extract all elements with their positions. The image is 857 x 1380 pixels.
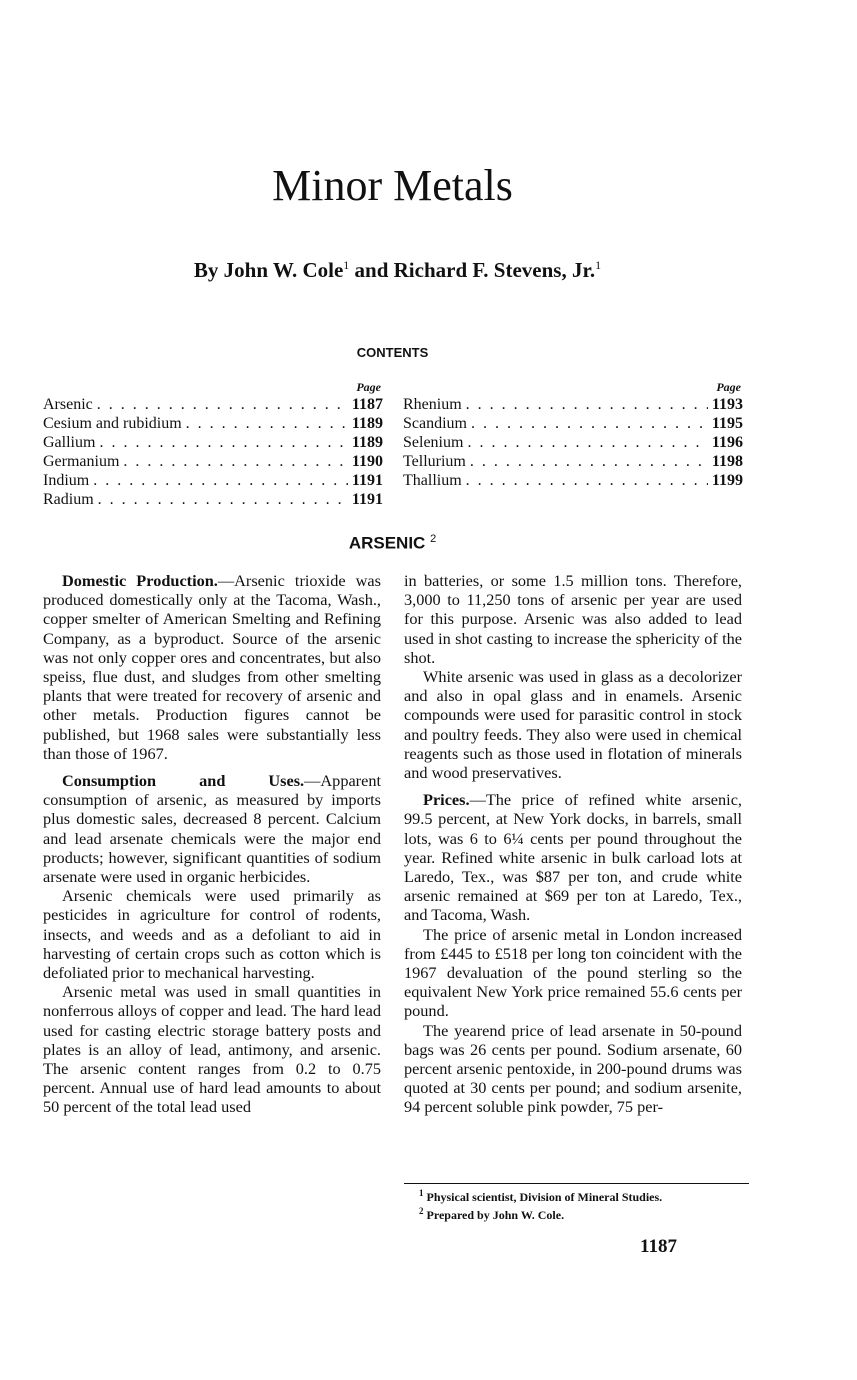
toc-entry-page: 1189 xyxy=(351,415,383,432)
paragraph-text: Arsenic chemicals were used primarily as pesticides in agriculture for control of rodents, insects, and weeds and as a defoliant to aid in harvesting of certain crops such as cotton which is defoliated prior to mechanical harvesting. xyxy=(43,886,381,983)
paragraph xyxy=(404,571,742,667)
toc-entry[interactable] xyxy=(43,433,383,452)
toc-left-column xyxy=(43,380,383,509)
toc-entry[interactable] xyxy=(403,433,743,452)
toc-leader xyxy=(99,433,347,452)
paragraph xyxy=(43,571,381,763)
toc-leader xyxy=(97,395,348,414)
paragraph xyxy=(43,771,381,886)
toc-leader xyxy=(98,490,348,509)
paragraph-text: —The price of refined white arsenic, 99.5 percent, at New York docks, in barrels, small lots, was 6 to 6¼ cents per pound throughout the year. Refined white arsenic in bulk carload lots at Laredo, Tex., was $87 per ton, and crude white arsenic remained at $69 per ton at Laredo, Tex., and Tacoma, Wash. xyxy=(404,790,742,925)
run-in-heading: Domestic Production. xyxy=(62,571,218,590)
toc-entry-page: 1195 xyxy=(711,415,743,432)
section-title: ARSENIC xyxy=(348,533,426,553)
toc-leader xyxy=(186,414,348,433)
toc-entry[interactable] xyxy=(43,395,383,414)
author-name: John W. Cole xyxy=(223,258,344,282)
run-in-heading: Consumption and Uses. xyxy=(62,771,305,791)
toc-entry-page: 1191 xyxy=(351,491,383,508)
toc-entry-name: Tellurium xyxy=(403,453,466,470)
footnote xyxy=(404,1204,749,1222)
body-left-column xyxy=(43,571,381,1117)
footnote-text: Prepared by John W. Cole. xyxy=(426,1208,565,1222)
toc-leader xyxy=(466,395,708,414)
toc-leader xyxy=(471,414,708,433)
toc-entry-name: Gallium xyxy=(43,434,96,451)
toc-entry-name: Scandium xyxy=(403,415,467,432)
paragraph xyxy=(404,667,742,782)
toc-entry[interactable] xyxy=(43,452,383,471)
byline xyxy=(0,258,795,283)
footnote xyxy=(404,1186,749,1204)
toc-page-label: Page xyxy=(356,380,381,394)
toc-entry[interactable] xyxy=(43,414,383,433)
toc-right-column xyxy=(403,380,743,490)
paragraph-text: Arsenic metal was used in small quantities in nonferrous alloys of copper and lead. The hard lead used for casting electric storage battery posts and plates is an alloy of lead, antimony, and arsenic. The arsenic content ranges from 0.2 to 0.75 percent. Annual use of hard lead amounts to about 50 percent of the total lead used xyxy=(43,982,381,1117)
toc-entry-name: Selenium xyxy=(403,434,464,451)
paragraph-text: White arsenic was used in glass as a decolorizer and also in opal glass and in enamels. Arsenic compounds were used for parasitic control in stock and poultry feeds. They also were used in chemical reagents such as those used in flotation of minerals and wood preservatives. xyxy=(404,667,742,783)
toc-entry-page: 1198 xyxy=(711,453,743,470)
toc-entry[interactable] xyxy=(43,471,383,490)
footnote-ref[interactable]: 2 xyxy=(430,533,437,545)
toc-entry-page: 1199 xyxy=(711,472,743,489)
run-in-heading: Prices. xyxy=(423,790,470,810)
paragraph-text: in batteries, or some 1.5 million tons. Therefore, 3,000 to 11,250 tons of arsenic per year are used for this purpose. Arsenic was also added to lead used in shot casting to increase the sphericity of the shot. xyxy=(404,571,742,667)
toc-entry[interactable] xyxy=(403,395,743,414)
toc-page-label: Page xyxy=(716,380,741,394)
footnote-ref[interactable]: 1 xyxy=(343,258,350,272)
toc-entry-name: Thallium xyxy=(403,472,462,489)
toc-entry-page: 1190 xyxy=(351,453,383,470)
toc-leader xyxy=(123,452,347,471)
byline-prefix: By xyxy=(193,258,224,282)
toc-entry-name: Indium xyxy=(43,472,90,489)
toc-leader xyxy=(467,433,707,452)
paragraph xyxy=(43,982,381,1116)
page-title: Minor Metals xyxy=(272,161,513,210)
footnotes xyxy=(404,1183,749,1222)
toc-entry[interactable] xyxy=(403,414,743,433)
paragraph xyxy=(404,925,742,1021)
author-name: Richard F. Stevens, Jr. xyxy=(393,258,596,282)
paragraph-text: —Arsenic trioxide was produced domestically only at the Tacoma, Wash., copper smelter of American Smelting and Refining Company, as a byproduct. Source of the arsenic was not only copper ores and concentrates, but also speiss, flue dust, and sludges from other smelting plants that were treated for recovery of arsenic and other metals. Production figures cannot be published, but 1968 sales were substantially less than those of 1967. xyxy=(43,571,381,763)
page-number: 1187 xyxy=(640,1236,677,1257)
toc-entry-name: Germanium xyxy=(43,453,120,470)
paragraph-text: The yearend price of lead arsenate in 50-pound bags was 26 cents per pound. Sodium arsenate, 60 percent arsenic pentoxide, in 200-pound drums was quoted at 30 cents per pound; and sodium arsenite, 94 percent soluble pink powder, 75 per- xyxy=(404,1020,742,1117)
footnote-text: Physical scientist, Division of Mineral Studies. xyxy=(426,1190,663,1204)
paragraph-text: —Apparent consumption of arsenic, as measured by imports plus domestic sales, decreased 8 percent. Calcium and lead arsenate chemicals were the major end products; however, significant quantities of sodium arsenate were used in organic herbicides. xyxy=(43,771,381,887)
footnote-ref[interactable]: 1 xyxy=(595,258,602,272)
toc-entry[interactable] xyxy=(403,452,743,471)
body-right-column xyxy=(404,571,742,1117)
section-heading xyxy=(0,533,785,554)
paragraph xyxy=(404,1021,742,1117)
toc-entry-page: 1193 xyxy=(711,396,743,413)
toc-entry-page: 1189 xyxy=(351,434,383,451)
byline-joiner: and xyxy=(349,258,394,282)
paragraph xyxy=(43,886,381,982)
toc-entry-name: Cesium and rubidium xyxy=(43,415,182,432)
toc-entry-page: 1196 xyxy=(711,434,743,451)
paragraph xyxy=(404,790,742,924)
toc-leader xyxy=(93,471,348,490)
toc-entry-name: Radium xyxy=(43,491,94,508)
contents-heading: CONTENTS xyxy=(356,345,429,360)
toc-leader xyxy=(470,452,708,471)
toc-entry[interactable] xyxy=(43,490,383,509)
toc-entry-name: Arsenic xyxy=(43,396,93,413)
toc-leader xyxy=(466,471,708,490)
footnote-mark: 2 xyxy=(419,1206,424,1216)
toc-entry-page: 1191 xyxy=(351,472,383,489)
toc-entry-page: 1187 xyxy=(351,396,383,413)
paragraph-text: The price of arsenic metal in London increased from £445 to £518 per long ton coincident with the 1967 devaluation of the pound sterling so the equivalent New York price remained 55.6 cents per pound. xyxy=(404,924,742,1021)
toc-entry[interactable] xyxy=(403,471,743,490)
footnote-mark: 1 xyxy=(419,1188,424,1198)
toc-entry-name: Rhenium xyxy=(403,396,462,413)
